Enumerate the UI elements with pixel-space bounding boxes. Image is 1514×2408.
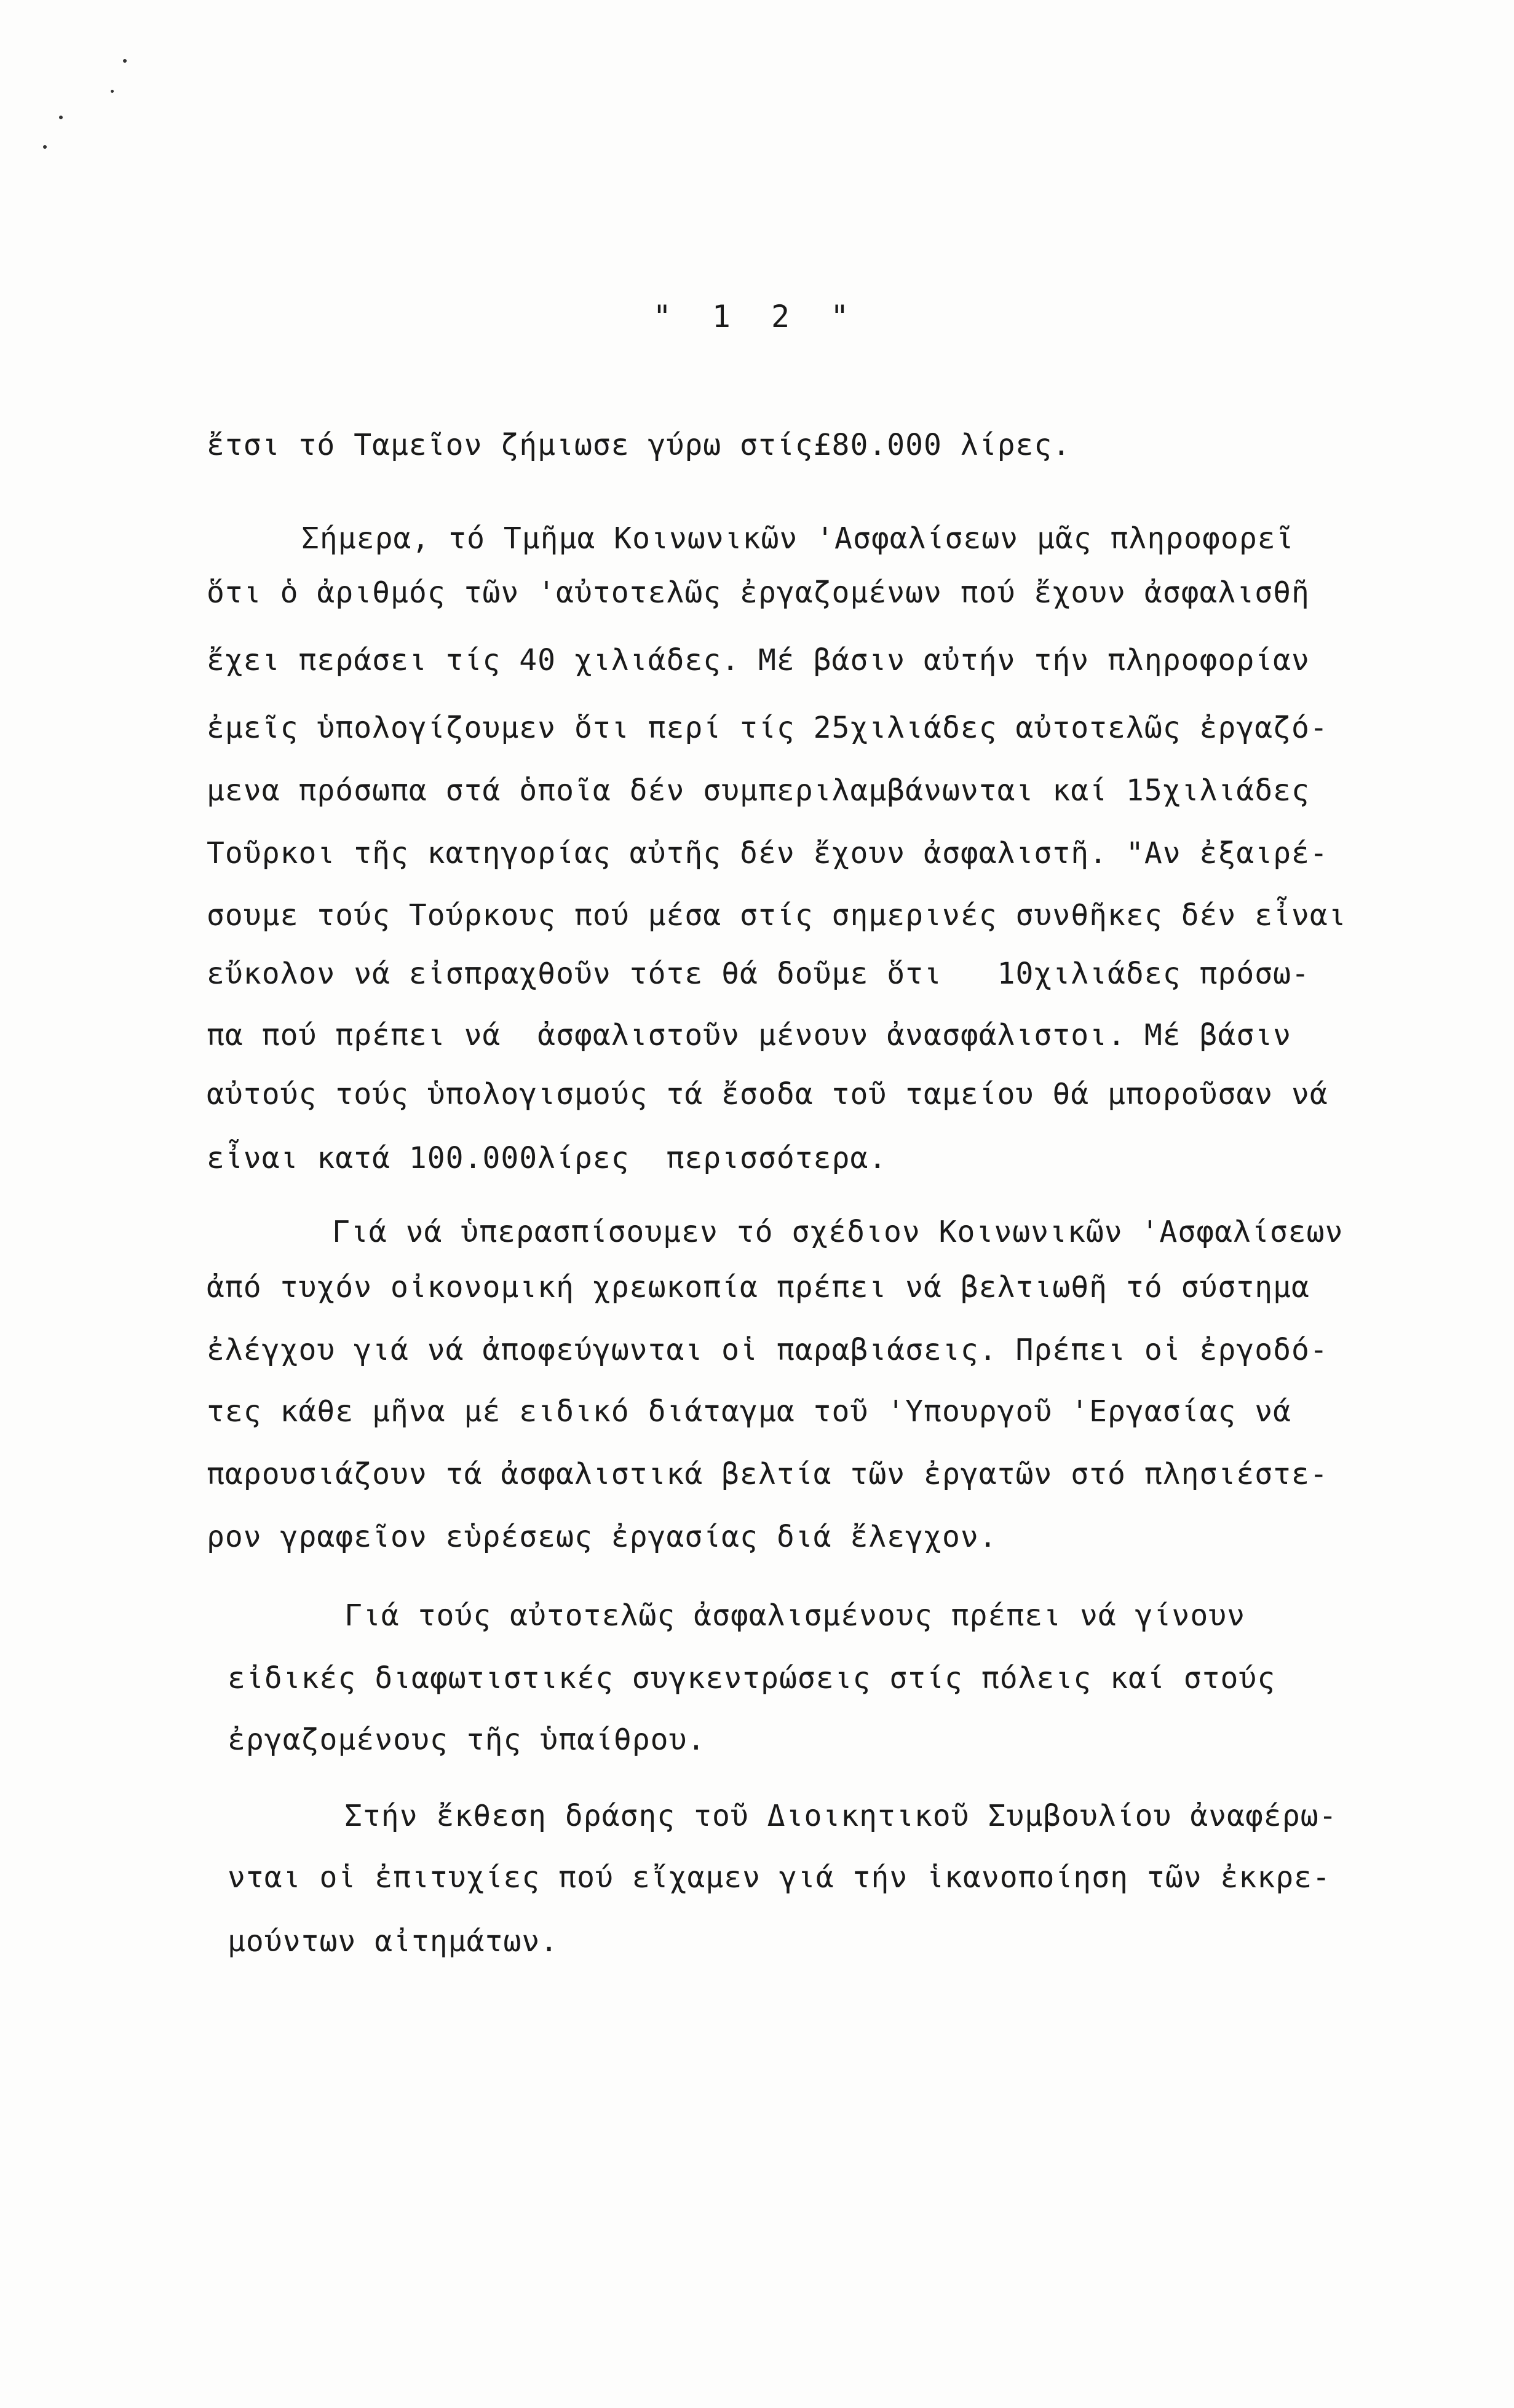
text-line: ἐμεῖς ὑπολογίζουμεν ὅτι περί τίς 25χιλιάδες αὐτοτελῶς ἐργαζό- [207,711,1328,745]
text-line: Σήμερα, τό Τμῆμα Κοινωνικῶν 'Ασφαλίσεων μᾶς πληροφορεῖ [301,521,1294,556]
text-line: εἶναι κατά 100.000λίρες περισσότερα. [207,1141,887,1175]
scan-speck [111,90,114,93]
text-line: Γιά νά ὑπερασπίσουμεν τό σχέδιον Κοινωνικῶν 'Ασφαλίσεων [332,1215,1344,1249]
text-line: νται οἱ ἐπιτυχίες πού εἴχαμεν γιά τήν ἱκανοποίηση τῶν ἐκκρε- [228,1860,1331,1895]
text-line: Γιά τούς αὐτοτελῶς ἀσφαλισμένους πρέπει νά γίνουν [344,1598,1246,1633]
scan-speck [123,59,127,63]
page-number: " 1 2 " [652,299,860,334]
text-line: Τοῦρκοι τῆς κατηγορίας αὐτῆς δέν ἔχουν ἀσφαλιστῆ. "Αν ἐξαιρέ- [207,836,1328,870]
text-line: τες κάθε μῆνα μέ ειδικό διάταγμα τοῦ 'Υπουργοῦ 'Εργασίας νά [207,1394,1292,1429]
scan-speck [59,116,63,119]
text-line: εἰδικές διαφωτιστικές συγκεντρώσεις στίς πόλεις καί στούς [228,1661,1276,1695]
text-line: Στήν ἔκθεση δράσης τοῦ Διοικητικοῦ Συμβουλίου ἀναφέρω- [344,1799,1338,1833]
scan-speck [43,145,47,149]
text-line: παρουσιάζουν τά ἀσφαλιστικά βελτία τῶν ἐργατῶν στό πλησιέστε- [207,1457,1328,1491]
text-line: ὅτι ὁ ἀριθμός τῶν 'αὐτοτελῶς ἐργαζομένων πού ἔχουν ἀσφαλισθῆ [207,575,1310,610]
text-line: μούντων αἰτημάτων. [228,1924,559,1959]
text-line: μενα πρόσωπα στά ὁποῖα δέν συμπεριλαμβάνωνται καί 15χιλιάδες [207,773,1310,808]
text-line: αὐτούς τούς ὑπολογισμούς τά ἔσοδα τοῦ ταμείου θά μποροῦσαν νά [207,1077,1328,1111]
text-line: πα πού πρέπει νά ἀσφαλιστοῦν μένουν ἀνασφάλιστοι. Μέ βάσιν [207,1018,1292,1052]
text-line: ρον γραφεῖον εὑρέσεως ἐργασίας διά ἔλεγχον. [207,1520,997,1554]
text-line: ἐλέγχου γιά νά ἀποφεύγωνται οἱ παραβιάσεις. Πρέπει οἱ ἐργοδό- [207,1333,1328,1367]
text-line: ἔχει περάσει τίς 40 χιλιάδες. Μέ βάσιν αὐτήν τήν πληροφορίαν [207,643,1310,677]
text-line: εὔκολον νά εἰσπραχθοῦν τότε θά δοῦμε ὅτι 10χιλιάδες πρόσω- [207,957,1310,991]
text-line: ἔτσι τό Ταμεῖον ζήμιωσε γύρω στίς£80.000 λίρες. [207,428,1071,462]
text-line: ἀπό τυχόν οἰκονομική χρεωκοπία πρέπει νά βελτιωθῆ τό σύστημα [207,1270,1310,1305]
text-line: σουμε τούς Τούρκους πού μέσα στίς σημερινές συνθῆκες δέν εἶναι [207,898,1347,933]
text-line: ἐργαζομένους τῆς ὑπαίθρου. [228,1723,706,1757]
